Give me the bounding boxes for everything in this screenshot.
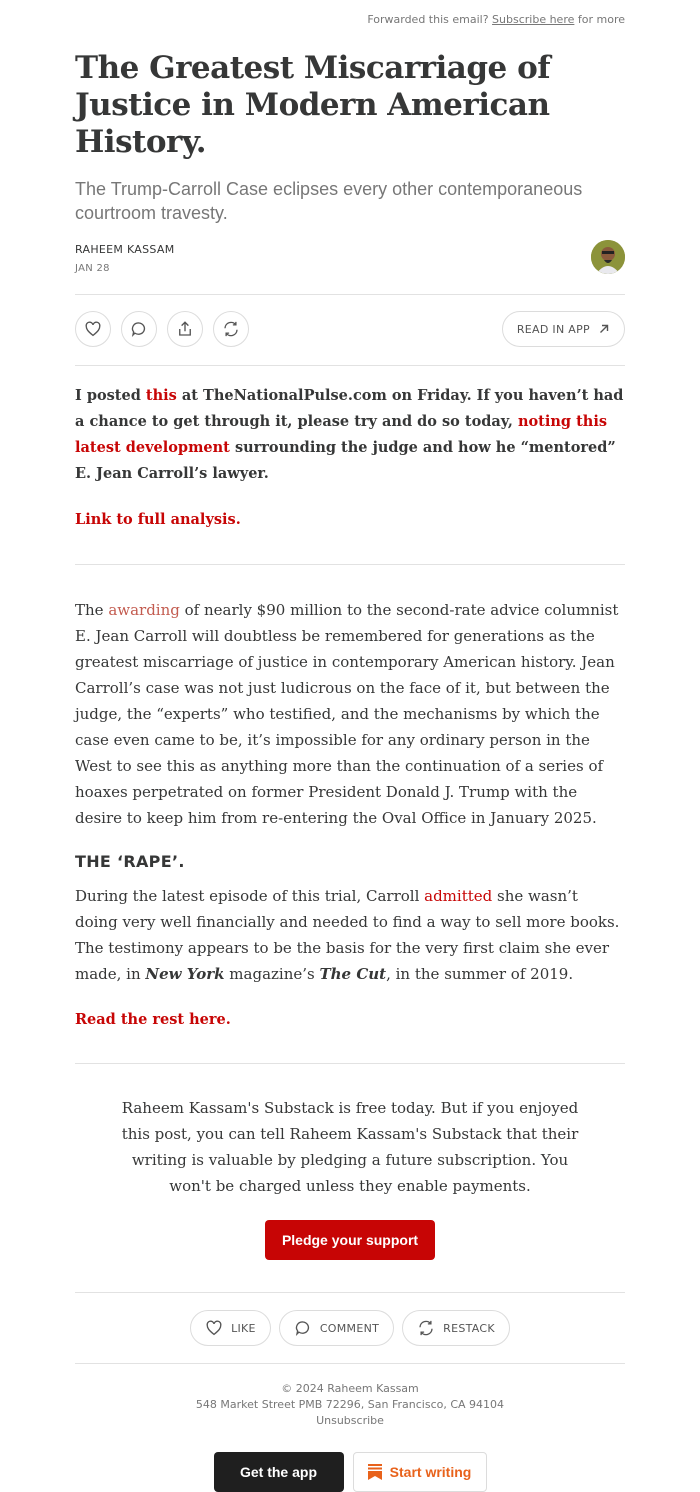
article-text: magazine’s	[224, 965, 320, 983]
start-writing-label: Start writing	[389, 1464, 472, 1480]
address: 548 Market Street PMB 72296, San Francisco, CA 94104	[195, 1398, 505, 1411]
heart-icon	[84, 320, 102, 338]
pledge-text: Raheem Kassam's Substack is free today. But if you enjoyed this post, you can tell Raheem Kassam's Substack that their writing is valuable by pledging a future subscription. You won't be charged unless they enable payments.	[121, 1099, 579, 1195]
latest-development-link[interactable]: noting this latest development	[75, 413, 607, 456]
article-text: The	[75, 601, 109, 619]
article-text: of nearly $90 million to the second-rate advice columnist E. Jean Carroll will doubtless be remembered for generations as the greatest miscarriage of justice in contemporary American history. Jean Carroll’s case was not just ludicrous on the face of it, but between the judge, the “experts” who testified, and the mechanisms by which the case even came to be, it’s impossible for any ordinary person in the West to see this as anything more than the continuation of a series of hoaxes perpetrated on former President Donald J. Trump with the desire to keep him from re-entering the Oval Office in January 2025.	[75, 601, 619, 827]
full-analysis-link[interactable]: Link to full analysis.	[75, 511, 241, 528]
intro-text: surrounding the judge and how he “mentored” E. Jean Carroll’s lawyer.	[75, 439, 616, 482]
like-pill-button[interactable]	[190, 1310, 271, 1346]
intro-text: I posted	[75, 387, 146, 404]
get-app-label: Get the app	[239, 1464, 317, 1480]
article-text: , in the summer of 2019.	[386, 965, 574, 983]
full-analysis-paragraph	[75, 507, 625, 533]
article-paragraph-2	[75, 883, 625, 987]
unsubscribe-link[interactable]: Unsubscribe	[316, 1414, 384, 1427]
comment-button[interactable]	[121, 311, 157, 347]
this-link[interactable]: this	[145, 387, 177, 404]
restack-icon	[222, 320, 240, 338]
byline	[75, 243, 625, 283]
read-rest-link[interactable]: Read the rest here.	[75, 1011, 231, 1028]
like-button[interactable]	[75, 311, 111, 347]
share-icon	[176, 320, 194, 338]
restack-pill-button[interactable]	[402, 1310, 510, 1346]
article-text: she wasn’t doing very well financially and needed to find a way to sell more books. The testimony appears to be the basis for the very first claim she ever made, in	[75, 887, 620, 983]
bottom-actions	[75, 1293, 625, 1363]
read-in-app-label: READ IN APP	[516, 322, 590, 336]
author-name[interactable]: RAHEEM KASSAM	[75, 243, 175, 256]
forwarded-suffix: for more	[574, 13, 625, 26]
post-title[interactable]: The Greatest Miscarriage of Justice in Modern American History.	[75, 50, 551, 160]
restack-icon	[417, 1319, 435, 1337]
article-text: During the latest episode of this trial, Carroll	[75, 887, 425, 905]
forwarded-text: Forwarded this email?	[367, 13, 493, 26]
arrow-up-right-icon	[598, 323, 610, 335]
share-button[interactable]	[167, 311, 203, 347]
comment-icon	[294, 1319, 312, 1337]
new-york-italic: New York	[145, 965, 225, 983]
intro-text: at TheNationalPulse.com on Friday. If you haven’t had a chance to get through it, please try and do so today,	[75, 387, 624, 430]
forwarded-notice	[75, 12, 625, 28]
author-avatar[interactable]	[591, 240, 625, 274]
substack-logo-icon	[368, 1464, 382, 1480]
awarding-link[interactable]: awarding	[108, 601, 180, 619]
avatar-image	[591, 240, 625, 274]
email-container	[75, 0, 625, 1492]
restack-button[interactable]	[213, 311, 249, 347]
start-writing-button[interactable]	[353, 1452, 487, 1492]
app-buttons	[75, 1452, 625, 1492]
comment-label: COMMENT	[319, 1321, 380, 1335]
subscribe-link[interactable]: Subscribe here	[492, 13, 575, 26]
section-heading: THE ‘RAPE’.	[75, 852, 185, 871]
heart-icon	[205, 1319, 223, 1337]
post-actions	[75, 295, 625, 365]
article-paragraph-1	[75, 597, 625, 831]
intro-paragraph	[75, 383, 625, 487]
post-subtitle: The Trump-Carroll Case eclipses every other contemporaneous courtroom travesty.	[75, 179, 583, 223]
pledge-support-button[interactable]: Pledge your support	[265, 1220, 435, 1260]
read-rest-paragraph	[75, 1007, 625, 1033]
footer	[75, 1381, 625, 1429]
divider	[75, 1363, 625, 1364]
like-label: LIKE	[231, 1321, 256, 1335]
comment-icon	[130, 320, 148, 338]
get-the-app-button[interactable]	[214, 1452, 344, 1492]
restack-label: RESTACK	[443, 1321, 495, 1335]
the-cut-italic: The Cut	[319, 965, 387, 983]
copyright: © 2024 Raheem Kassam	[281, 1382, 419, 1395]
admitted-link[interactable]: admitted	[424, 887, 493, 905]
read-in-app-button[interactable]	[502, 311, 625, 347]
post-date: JAN 28	[75, 263, 110, 274]
comment-pill-button[interactable]	[279, 1310, 394, 1346]
